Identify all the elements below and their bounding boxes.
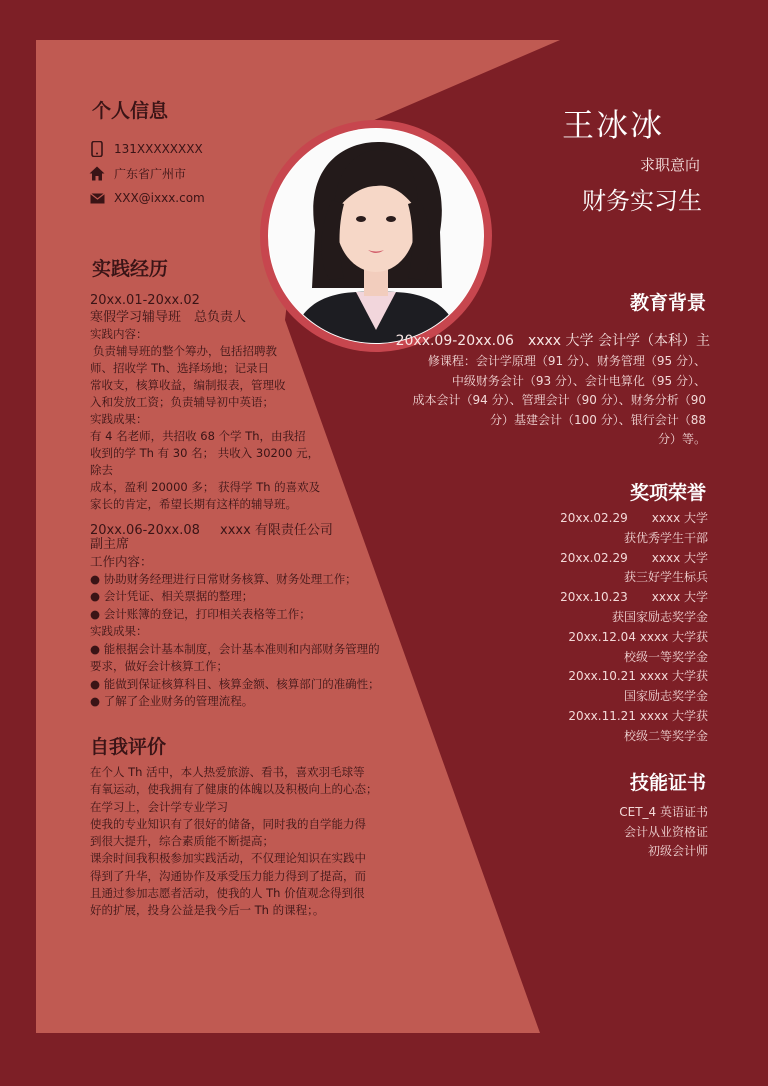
eval-line: 使我的专业知识有了很好的储备，同时我的自学能力得 [90,816,366,831]
award-line: 20xx.12.04 xxxx 大学获 [568,629,708,644]
award-line: 20xx.10.21 xxxx 大学获 [568,669,708,684]
phone-icon [88,141,106,157]
contact-address [88,165,186,182]
eval-line: 好的扩展，投身公益是我今后一 Th 的课程；。 [90,903,325,918]
award-line: 国家励志奖学金 [623,689,708,704]
award-line: 获三好学生标兵 [623,570,708,585]
detail-line: 实践内容： [90,327,148,341]
eval-line: 在学习上，会计学专业学习 [90,799,228,814]
detail-line: ● 能做到保证核算科目、核算金额、核算部门的准确性； [90,676,380,691]
award-line: 校级二等奖学金 [623,728,708,743]
award-line: 获国家励志奖学金 [611,609,708,624]
detail-line: 常收支，核算收益，编制报表，管理收 [90,378,286,392]
eval-line: 有氧运动，使我拥有了健康的体魄以及积极向上的心态； [90,782,378,797]
practice-entry2-details [90,553,390,711]
eval-line: 得到了升华，沟通协作及承受压力能力得到了提高，而 [90,868,366,883]
email-text: XXX@ixxx.com [114,191,205,205]
detail-line: 师、招收学 Th、选择场地；记录日 [90,361,269,375]
skill-line: 会计从业资格证 [623,824,708,839]
mail-icon [88,190,106,206]
education-headline: 20xx.09-20xx.06 xxxx 大学 会计学（本科）主 [395,333,710,349]
detail-line: ● 会计账簿的登记，打印相关表格等工作； [90,606,311,621]
detail-line: 家长的肯定，希望长期有这样的辅导班。 [90,497,297,511]
eval-line: 到很大提升，综合素质能不断提高； [90,834,274,849]
skills-title: 技能证书 [629,772,706,794]
self-eval-text [90,764,390,920]
award-line: 20xx.02.29 xxxx 大学 [560,550,708,565]
eval-line: 且通过参加志愿者活动，使我的人 Th 价值观念得到很 [90,886,365,901]
practice-title: 实践经历 [92,258,169,280]
detail-line: 实践成果： [90,412,148,426]
candidate-name: 王冰冰 [561,106,664,144]
course-line: 修课程：会计学原理（91 分）、财务管理（95 分）、 [427,354,706,368]
detail-line: ● 会计凭证、相关票据的整理； [90,589,254,603]
detail-line: 要求，做好会计核算工作； [90,659,228,673]
award-line: 获优秀学生干部 [623,530,708,545]
practice-entry1-role: 寒假学习辅导班 总负责人 [90,310,247,325]
practice-entry2-company: xxxx 有限责任公司 [220,523,333,538]
intent-label: 求职意向 [639,156,700,174]
home-icon [88,166,106,182]
skills-list [619,803,708,862]
contact-email [88,190,205,206]
award-line: 20xx.02.29 xxxx 大学 [560,511,708,525]
detail-line: 负责辅导班的整个筹办，包括招聘教 [93,344,277,358]
detail-line: ● 了解了企业财务的管理流程。 [90,694,254,708]
eval-line: 在个人 Th 活中，本人热爱旅游、看书，喜欢羽毛球等 [90,765,365,779]
address-text: 广东省广州市 [114,167,187,181]
detail-line: 收到的学 Th 有 30 名； 共收入 30200 元， [90,446,320,460]
personal-info-title: 个人信息 [92,100,169,122]
detail-line: ● 协助财务经理进行日常财务核算、财务处理工作； [90,571,357,586]
award-line: 20xx.10.23 xxxx 大学 [560,590,708,605]
phone-text: 131XXXXXXXX [114,142,203,156]
detail-line: 入和发放工资；负责辅导初中英语； [90,395,274,409]
detail-line: 有 4 名老师，共招收 68 个学 Th，由我招 [90,429,306,443]
detail-line: 成本，盈利 20000 多； 获得学 Th 的喜欢及 [90,480,321,494]
practice-entry2-date: 20xx.06-20xx.08 [90,523,200,538]
intent-value: 财务实习生 [582,187,702,215]
self-eval-title: 自我评价 [90,736,167,758]
course-line: 中级财务会计（93 分）、会计电算化（95 分）、 [451,373,706,388]
practice-entry1-date: 20xx.01-20xx.02 [90,293,200,308]
contact-phone [88,141,203,157]
awards-title: 奖项荣誉 [629,482,706,504]
detail-line: 实践成果： [90,624,148,638]
course-line: 成本会计（94 分）、管理会计（90 分）、财务分析（90 [412,393,706,408]
course-line: 分）基建会计（100 分）、银行会计（88 [490,412,706,427]
practice-entry1-details [90,326,320,513]
detail-line: 工作内容： [90,554,153,569]
practice-entry2-role: 副主席 [90,537,130,552]
detail-line: ● 能根据会计基本制度，会计基本准则和内部财务管理的 [90,641,380,656]
skill-line: CET_4 英语证书 [619,805,708,819]
course-line: 分）等。 [657,432,706,447]
award-line: 校级一等奖学金 [623,649,708,664]
education-title: 教育背景 [629,292,706,314]
detail-line: 除去 [90,463,113,477]
award-line: 20xx.11.21 xxxx 大学获 [568,708,708,723]
eval-line: 课余时间我积极参加实践活动，不仅理论知识在实践中 [90,851,366,866]
awards-list [560,509,708,747]
skill-line: 初级会计师 [647,844,708,859]
education-courses [413,352,706,450]
